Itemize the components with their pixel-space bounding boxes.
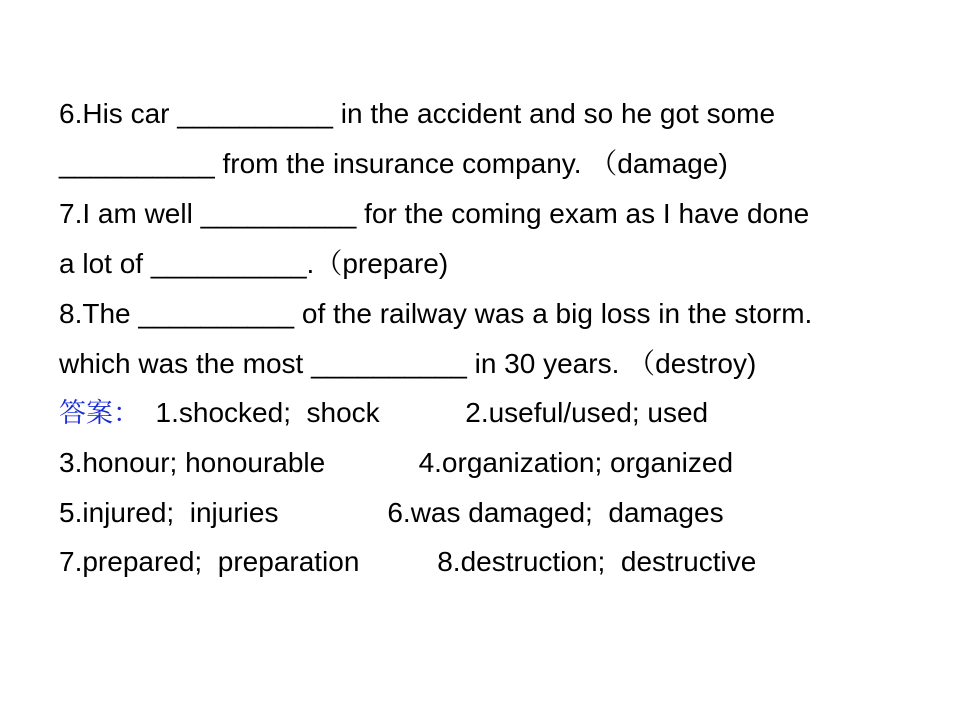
question-8-line-1: 8.The __________ of the railway was a big loss in the storm. bbox=[59, 298, 813, 329]
answers-row-3: 5.injured; injuries 6.was damaged; damages bbox=[59, 497, 724, 528]
answers-row-4: 7.prepared; preparation 8.destruction; destructive bbox=[59, 546, 757, 577]
question-8-line-2: which was the most __________ in 30 years. （destroy) bbox=[59, 348, 757, 379]
answers-row-1-text: 1.shocked; shock 2.useful/used; used bbox=[140, 397, 709, 428]
question-7-line-1: 7.I am well __________ for the coming exam as I have done bbox=[59, 198, 810, 229]
answer-label: 答案： bbox=[59, 398, 140, 429]
answers-row-2: 3.honour; honourable 4.organization; organized bbox=[59, 447, 734, 478]
answers-row-1 bbox=[59, 397, 708, 430]
question-7-line-2: a lot of __________.（prepare) bbox=[59, 248, 449, 279]
question-6-line-1: 6.His car __________ in the accident and so he got some bbox=[59, 98, 776, 129]
question-6-line-2: __________ from the insurance company. （damage) bbox=[59, 148, 728, 179]
